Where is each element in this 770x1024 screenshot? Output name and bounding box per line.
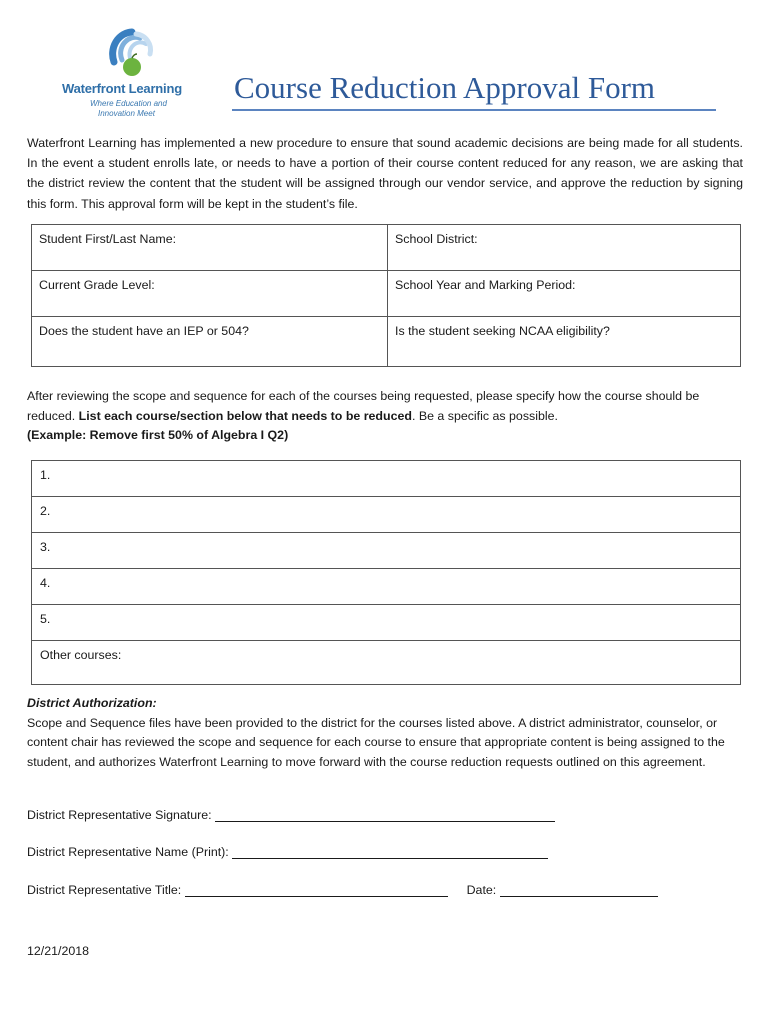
course-label: 3. (40, 540, 51, 554)
authorization-body: Scope and Sequence files have been provided to the district for the courses listed above. A district administrator, counselor, or content chair has reviewed the scope and sequence for each course to ensure that appropriate content is being assigned to the student, and authorizes Waterfront Learning to move forward with the course reduction requests outlined on this agreement. (27, 715, 725, 769)
logo-tagline-line-1: Where Education and (90, 99, 167, 108)
instructions-text-1: After reviewing the scope and sequence for each of the courses being requested, please specify how the course should be reduced. (27, 389, 700, 423)
title-underline (232, 109, 716, 111)
date-line[interactable] (500, 883, 658, 897)
course-list (31, 460, 741, 685)
form-title: Course Reduction Approval Form (234, 70, 656, 105)
waterfront-logo (62, 24, 202, 124)
school-year-label: School Year and Marking Period: (395, 278, 576, 292)
course-instructions (27, 387, 743, 446)
intro-paragraph: Waterfront Learning has implemented a new procedure to ensure that sound academic decisions are being made for all students. In the event a student enrolls late, or needs to have a portion of their course content reduced for any reason, we are asking that the district review the content that the student will be assigned through our vendor service, and approve the reduction by signing this form. This approval form will be kept in the student’s file. (27, 136, 743, 211)
authorization-heading: District Authorization: (27, 696, 157, 710)
grade-level-field[interactable] (32, 271, 388, 317)
logo-name: Waterfront Learning (62, 81, 182, 96)
title-line[interactable] (185, 883, 448, 897)
logo-tagline-line-2: Innovation Meet (98, 109, 155, 118)
course-row-2[interactable] (32, 497, 740, 533)
student-name-field[interactable] (32, 225, 388, 271)
school-district-label: School District: (395, 232, 478, 246)
student-info-table (31, 224, 741, 367)
course-label: Other courses: (40, 648, 122, 662)
course-label: 1. (40, 468, 51, 482)
student-name-label: Student First/Last Name: (39, 232, 177, 246)
signature-row (27, 808, 555, 822)
school-district-field[interactable] (388, 225, 741, 271)
course-row-3[interactable] (32, 533, 740, 569)
course-row-5[interactable] (32, 605, 740, 641)
logo-mark-icon (62, 24, 202, 84)
logo-tagline (90, 99, 167, 119)
instructions-text-2: . Be a specific as possible. (411, 408, 558, 423)
course-row-1[interactable] (32, 461, 740, 497)
ncaa-label: Is the student seeking NCAA eligibility? (395, 324, 610, 338)
date-label: Date: (466, 883, 497, 897)
school-year-field[interactable] (388, 271, 741, 317)
name-label: District Representative Name (Print): (27, 845, 229, 859)
grade-level-label: Current Grade Level: (39, 278, 155, 292)
instructions-bold: List each course/section below that needs to be reduced (78, 408, 412, 423)
name-line[interactable] (232, 845, 548, 859)
name-row (27, 845, 548, 859)
footer-date: 12/21/2018 (27, 944, 90, 958)
title-label: District Representative Title: (27, 883, 182, 897)
course-label: 4. (40, 576, 51, 590)
iep-label: Does the student have an IEP or 504? (39, 324, 249, 338)
iep-field[interactable] (32, 317, 388, 367)
signature-line[interactable] (215, 808, 555, 822)
signature-label: District Representative Signature: (27, 808, 212, 822)
course-label: 2. (40, 504, 51, 518)
course-row-other[interactable] (32, 641, 740, 684)
ncaa-field[interactable] (388, 317, 741, 367)
district-authorization (27, 694, 743, 772)
course-row-4[interactable] (32, 569, 740, 605)
course-label: 5. (40, 612, 51, 626)
title-row (27, 883, 658, 897)
instructions-example: (Example: Remove first 50% of Algebra I Q2) (27, 428, 289, 442)
